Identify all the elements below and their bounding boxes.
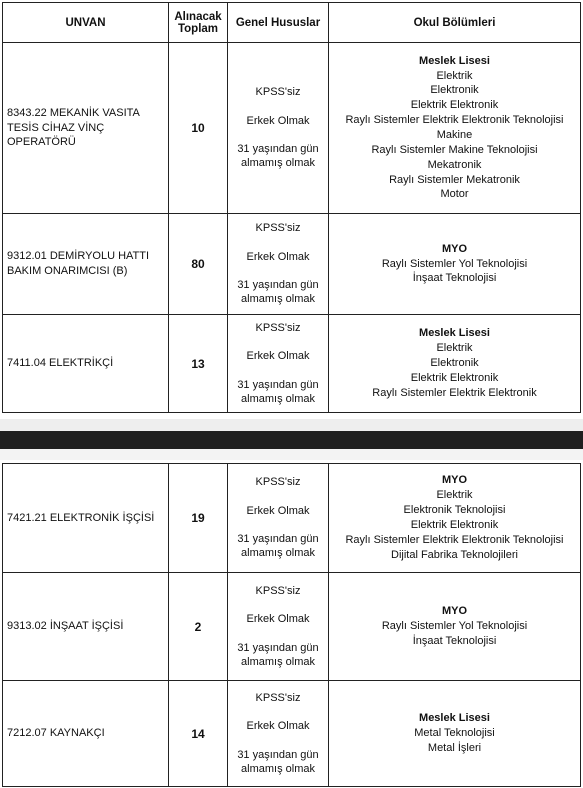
school-type: MYO	[441, 605, 468, 618]
general-terms-cell	[228, 573, 329, 681]
departments-cell	[329, 214, 581, 315]
department-item: Raylı Sistemler Yol Teknolojisi	[381, 620, 528, 633]
table-row	[3, 573, 581, 681]
department-item: Metal İşleri	[427, 741, 482, 754]
department-item: Elektrik	[436, 342, 473, 355]
school-type: MYO	[441, 474, 468, 487]
general-terms-cell	[228, 43, 329, 214]
headcount-cell: 13	[169, 315, 228, 413]
page-gap	[0, 419, 583, 431]
general-terms-cell	[228, 315, 329, 413]
gender-term: Erkek Olmak	[246, 720, 310, 733]
job-title-cell	[3, 464, 169, 573]
kpss-term: KPSS'siz	[255, 476, 301, 489]
job-title-cell	[3, 214, 169, 315]
school-type: Meslek Lisesi	[419, 712, 490, 725]
department-item: İnşaat Teknolojisi	[412, 634, 497, 647]
table-row	[3, 464, 581, 573]
header-count: Alınacak Toplam	[169, 3, 228, 43]
age-term-line: 31 yaşından gün	[237, 279, 319, 291]
department-item: Elektrik Elektronik	[410, 99, 499, 112]
department-item: Raylı Sistemler Yol Teknolojisi	[381, 257, 528, 270]
table-row	[3, 214, 581, 315]
school-type: Meslek Lisesi	[419, 327, 490, 340]
age-term-line: almamış olmak	[241, 547, 315, 560]
departments-cell	[329, 681, 581, 787]
headcount-cell: 10	[169, 43, 228, 214]
page-separator-bar	[0, 431, 583, 449]
table-header-row	[3, 3, 581, 43]
department-item: Raylı Sistemler Makine Teknolojisi	[371, 143, 538, 156]
headcount-cell: 14	[169, 681, 228, 787]
job-title-line: 9313.02 İNŞAAT İŞÇİSİ	[7, 620, 124, 633]
job-table-page-bottom	[0, 460, 583, 788]
department-item: Raylı Sistemler Elektrik Elektronik Teknolojisi	[345, 533, 564, 546]
job-title-line: 7421.21 ELEKTRONİK İŞÇİSİ	[7, 511, 155, 524]
job-title-cell	[3, 43, 169, 214]
department-item: Raylı Sistemler Mekatronik	[389, 173, 520, 186]
department-item: Elektronik	[430, 84, 479, 97]
gender-term: Erkek Olmak	[246, 350, 310, 363]
department-item: Elektrik Elektronik	[410, 371, 499, 384]
gender-term: Erkek Olmak	[246, 613, 310, 626]
job-title-line: 8343.22 MEKANİK VASITA	[7, 106, 140, 119]
table-row	[3, 315, 581, 413]
department-item: İnşaat Teknolojisi	[412, 272, 497, 285]
kpss-term: KPSS'siz	[255, 86, 301, 99]
gender-term: Erkek Olmak	[246, 250, 310, 263]
job-title-line: 7411.04 ELEKTRİKÇİ	[7, 357, 114, 370]
school-type: MYO	[441, 242, 468, 255]
department-item: Metal Teknolojisi	[414, 727, 495, 740]
age-term-line: 31 yaşından gün	[237, 533, 319, 545]
department-item: Elektronik	[430, 357, 479, 370]
table-row	[3, 43, 581, 214]
department-item: Dijital Fabrika Teknolojileri	[391, 548, 518, 561]
job-title-cell	[3, 681, 169, 787]
departments-cell	[329, 43, 581, 214]
school-type: Meslek Lisesi	[419, 54, 490, 67]
job-table-top	[2, 2, 581, 413]
job-table-bottom	[2, 463, 581, 787]
department-item: Elektrik Elektronik	[410, 519, 499, 531]
header-title: UNVAN	[3, 3, 169, 43]
kpss-term: KPSS'siz	[255, 584, 301, 597]
age-term-line: 31 yaşından gün	[237, 378, 319, 391]
department-item: Elektrik	[436, 69, 473, 82]
department-item: Makine	[436, 129, 473, 141]
job-title-line: 7212.07 KAYNAKÇI	[7, 727, 105, 740]
departments-cell	[329, 573, 581, 681]
age-term-line: 31 yaşından gün	[237, 641, 319, 654]
header-general: Genel Hususlar	[228, 3, 329, 43]
department-item: Raylı Sistemler Elektrik Elektronik Teknolojisi	[345, 114, 564, 127]
age-term-line: almamış olmak	[241, 392, 315, 405]
kpss-term: KPSS'siz	[255, 691, 301, 704]
job-title-line: 9312.01 DEMİRYOLU HATTI	[7, 250, 150, 263]
gender-term: Erkek Olmak	[246, 114, 310, 127]
general-terms-cell	[228, 214, 329, 315]
headcount-cell: 80	[169, 214, 228, 315]
page-gap	[0, 449, 583, 460]
department-item: Mekatronik	[427, 158, 482, 171]
job-title-line: BAKIM ONARIMCISI (B)	[7, 265, 128, 277]
age-term-line: almamış olmak	[241, 655, 315, 668]
department-item: Motor	[440, 188, 469, 201]
general-terms-cell	[228, 464, 329, 573]
department-item: Elektrik	[436, 489, 473, 502]
table-row	[3, 681, 581, 787]
departments-cell	[329, 464, 581, 573]
age-term-line: almamış olmak	[241, 293, 315, 306]
general-terms-cell	[228, 681, 329, 787]
headcount-cell: 19	[169, 464, 228, 573]
gender-term: Erkek Olmak	[246, 504, 310, 517]
age-term-line: almamış olmak	[241, 157, 315, 170]
headcount-cell: 2	[169, 573, 228, 681]
kpss-term: KPSS'siz	[255, 321, 301, 334]
age-term-line: 31 yaşından gün	[237, 143, 319, 155]
job-title-cell	[3, 573, 169, 681]
age-term-line: 31 yaşından gün	[237, 748, 319, 761]
department-item: Elektronik Teknolojisi	[403, 504, 506, 517]
job-title-cell	[3, 315, 169, 413]
job-title-line: TESİS CİHAZ VİNÇ OPERATÖRÜ	[7, 121, 105, 149]
department-item: Raylı Sistemler Elektrik Elektronik	[372, 386, 537, 399]
header-departments: Okul Bölümleri	[329, 3, 581, 43]
departments-cell	[329, 315, 581, 413]
kpss-term: KPSS'siz	[255, 222, 301, 235]
age-term-line: almamış olmak	[241, 762, 315, 775]
